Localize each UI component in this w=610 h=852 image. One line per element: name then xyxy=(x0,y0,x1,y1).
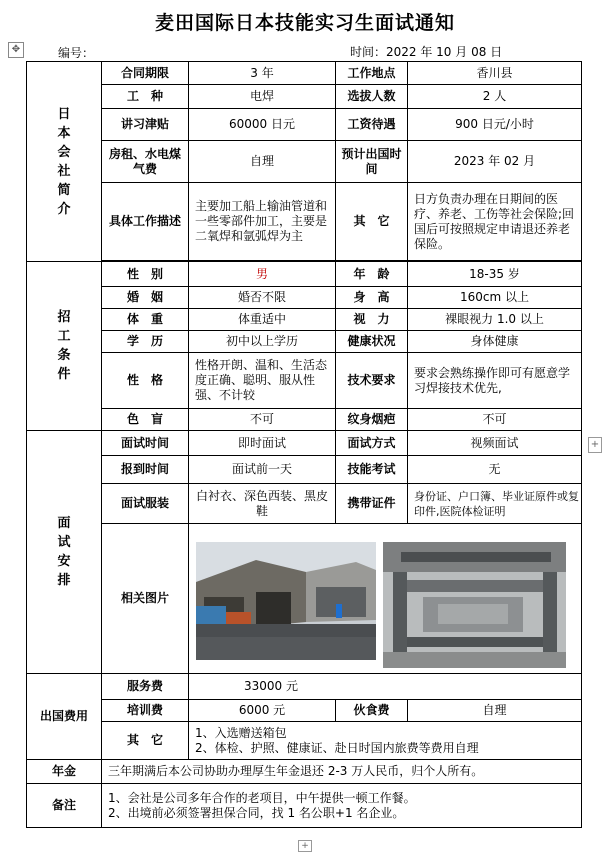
fees-other-value xyxy=(189,722,582,760)
docs-value: 身份证、户口簿、毕业证原件或复印件,医院体检证明 xyxy=(408,484,582,524)
service-fee-label: 服务费 xyxy=(102,674,189,700)
section-company-label: 日 本 会 社 简 介 xyxy=(57,106,71,217)
training-fee-value: 6000 元 xyxy=(189,700,336,722)
tattoo-label: 纹身烟疤 xyxy=(336,409,408,431)
health-label: 健康状况 xyxy=(336,331,408,353)
pension-text: 三年期满后本公司协助办理厚生年金退还 2-3 万人民币，归个人所有。 xyxy=(102,760,582,784)
colorblind-value: 不可 xyxy=(189,409,336,431)
section-interview xyxy=(27,431,102,674)
notes-text xyxy=(102,784,582,828)
photos-cell xyxy=(189,524,582,674)
edu-label: 学 历 xyxy=(102,331,189,353)
fees-other-label: 其 它 xyxy=(102,722,189,760)
section-pension: 年金 xyxy=(27,760,102,784)
height-value: 160cm 以上 xyxy=(408,287,582,309)
notice-table xyxy=(26,61,582,828)
skill-value: 要求会熟练操作即可有愿意学习焊接技术优先, xyxy=(408,353,582,409)
interview-method-label: 面试方式 xyxy=(336,431,408,456)
location-label: 工作地点 xyxy=(336,62,408,85)
desc-value: 主要加工船上输油管道和一些零部件加工，主要是二氧焊和氩弧焊为主 xyxy=(189,183,336,261)
weight-value: 体重适中 xyxy=(189,309,336,331)
wage-value: 900 日元/小时 xyxy=(408,109,582,141)
fees-other-line-2: 2、体检、护照、健康证、赴日时国内旅费等费用自理 xyxy=(195,740,479,755)
colorblind-label: 色 盲 xyxy=(102,409,189,431)
photos-label: 相关图片 xyxy=(102,524,189,674)
edu-value: 初中以上学历 xyxy=(189,331,336,353)
dress-value: 白衬衣、深色西装、黑皮鞋 xyxy=(189,484,336,524)
allowance-label: 讲习津贴 xyxy=(102,109,189,141)
page-title: 麦田国际日本技能实习生面试通知 xyxy=(154,12,455,34)
arrival-label: 预计出国时间 xyxy=(336,141,408,183)
arrival-value: 2023 年 02 月 xyxy=(408,141,582,183)
notes-line-1: 1、会社是公司多年合作的老项目，中午提供一顿工作餐。 xyxy=(108,790,416,805)
rent-label: 房租、水电煤气费 xyxy=(102,141,189,183)
vision-label: 视 力 xyxy=(336,309,408,331)
allowance-value: 60000 日元 xyxy=(189,109,336,141)
section-recruit-label: 招 工 条 件 xyxy=(57,310,71,382)
height-label: 身 高 xyxy=(336,287,408,309)
section-interview-label: 面 试 安 排 xyxy=(57,516,71,588)
report-value: 面试前一天 xyxy=(189,456,336,484)
gender-label: 性 别 xyxy=(102,262,189,287)
wage-label: 工资待遇 xyxy=(336,109,408,141)
dress-label: 面试服装 xyxy=(102,484,189,524)
skill-label: 技术要求 xyxy=(336,353,408,409)
section-fees: 出国费用 xyxy=(27,674,102,760)
notes-line-2: 2、出境前必须签署担保合同，找 1 名公职+1 名企业。 xyxy=(108,805,405,820)
job-value: 电焊 xyxy=(189,85,336,109)
interview-time-label: 面试时间 xyxy=(102,431,189,456)
exam-label: 技能考试 xyxy=(336,456,408,484)
bottom-plus-icon[interactable]: + xyxy=(298,840,312,852)
company-other-label: 其 它 xyxy=(336,183,408,261)
age-label: 年 龄 xyxy=(336,262,408,287)
company-other-value: 日方负责办理在日期间的医疗、养老、工伤等社会保险;回国后可按照规定申请退还养老保险。 xyxy=(408,183,582,261)
factory-photo xyxy=(196,542,376,660)
number-label: 编号： xyxy=(58,46,95,60)
job-label: 工 种 xyxy=(102,85,189,109)
character-label: 性 格 xyxy=(102,353,189,409)
section-notes: 备注 xyxy=(27,784,102,828)
headcount-label: 选拔人数 xyxy=(336,85,408,109)
interview-time-value: 即时面试 xyxy=(189,431,336,456)
desc-label: 具体工作描述 xyxy=(102,183,189,261)
rent-value: 自理 xyxy=(189,141,336,183)
meal-fee-label: 伙食费 xyxy=(336,700,408,722)
character-value: 性格开朗、温和、生活态度正确、聪明、服从性强、不计较 xyxy=(189,353,336,409)
vision-value: 裸眼视力 1.0 以上 xyxy=(408,309,582,331)
section-recruit xyxy=(27,262,102,431)
exam-value: 无 xyxy=(408,456,582,484)
docs-label: 携带证件 xyxy=(336,484,408,524)
meal-fee-value: 自理 xyxy=(408,700,582,722)
health-value: 身体健康 xyxy=(408,331,582,353)
date-text: 时间：2022 年 10 月 08 日 xyxy=(350,45,503,59)
plus-icon[interactable]: + xyxy=(588,437,602,453)
interview-method-value: 视频面试 xyxy=(408,431,582,456)
location-value: 香川县 xyxy=(408,62,582,85)
fees-other-line-1: 1、入选赠送箱包 xyxy=(195,725,287,740)
move-anchor-icon[interactable]: ✥ xyxy=(8,42,24,58)
tattoo-value: 不可 xyxy=(408,409,582,431)
steel-frame-photo xyxy=(383,542,566,668)
section-company xyxy=(27,62,102,262)
weight-label: 体 重 xyxy=(102,309,189,331)
contract-value: 3 年 xyxy=(189,62,336,85)
headcount-value: 2 人 xyxy=(408,85,582,109)
gender-value: 男 xyxy=(189,262,336,287)
training-fee-label: 培训费 xyxy=(102,700,189,722)
contract-label: 合同期限 xyxy=(102,62,189,85)
marriage-value: 婚否不限 xyxy=(189,287,336,309)
age-value: 18-35 岁 xyxy=(408,262,582,287)
marriage-label: 婚 姻 xyxy=(102,287,189,309)
service-fee-value: 33000 元 xyxy=(189,674,582,700)
report-label: 报到时间 xyxy=(102,456,189,484)
